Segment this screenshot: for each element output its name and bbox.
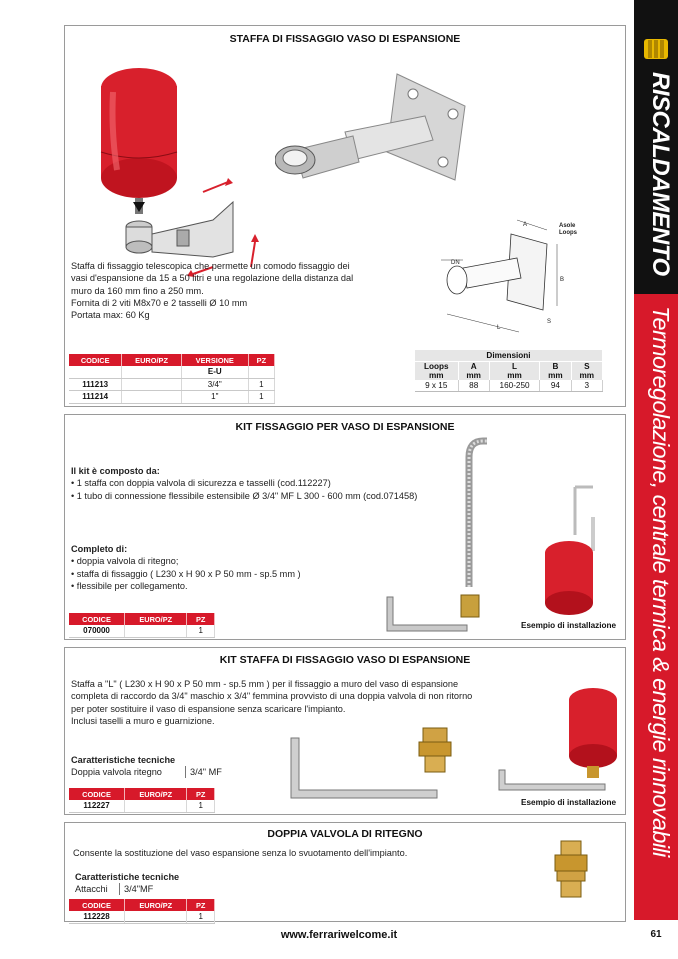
dimensions-table: Dimensioni Loops A L B S mm mm mm mm mm 9 x 15 88 160-250 94 3	[415, 350, 603, 392]
installation-example-illustration	[495, 684, 625, 794]
col-euro: EURO/PZ	[125, 899, 187, 911]
table-row: 070000 1	[69, 625, 215, 637]
col-codice: CODICE	[69, 354, 122, 366]
brass-valve-illustration	[553, 839, 589, 901]
expansion-vessel-illustration	[83, 52, 273, 282]
col-codice: CODICE	[69, 613, 125, 625]
installation-caption: Esempio di installazione	[521, 621, 617, 630]
bracket-photo	[275, 70, 475, 220]
col-euro: EURO/PZ	[125, 613, 187, 625]
col-codice: CODICE	[69, 788, 125, 800]
section-title: KIT FISSAGGIO PER VASO DI ESPANSIONE	[235, 421, 455, 433]
drawing-label-dn: DN	[451, 260, 460, 266]
sidebar-subtitle: Termoregolazione, centrale termica & energie rinnovabili	[648, 306, 674, 857]
drawing-label-b: B	[560, 277, 565, 283]
price-table	[69, 354, 275, 404]
table-row: 111213 3/4" 1	[69, 378, 275, 391]
sidebar-category-band	[634, 0, 678, 294]
col-pz: PZ	[248, 354, 274, 366]
installation-caption: Esempio di installazione	[521, 798, 617, 807]
product-description: Consente la sostituzione del vaso espansione senza lo svuotamento dell'impianto.	[73, 848, 408, 858]
specs-heading: Caratteristiche tecniche	[71, 755, 176, 765]
kit-product-illustration	[383, 427, 493, 632]
section-title: STAFFA DI FISSAGGIO VASO DI ESPANSIONE	[229, 33, 461, 45]
table-row: 111214 1" 1	[69, 391, 275, 404]
product-description: Staffa di fissaggio telescopica che permette un comodo fissaggio dei vasi d'espansione da 15 a 50 litri e una regolazione della distanza dal muro da 160 mm fino a 250 mm. Fornita di 2 viti M8x70 e 2 tasselli Ø 10 mm Portata max: 60 Kg	[71, 261, 354, 321]
price-table	[69, 788, 215, 813]
section-title: KIT STAFFA DI FISSAGGIO VASO DI ESPANSIONE	[219, 654, 471, 666]
table-row: 112228 1	[69, 911, 215, 923]
product-description: Staffa a "L" ( L230 x H 90 x P 50 mm - sp.5 mm ) per il fissaggio a muro del vaso di espansione completa di raccordo da 3/4" maschio x 3/4" femmina provvisto di una doppia valvola di non ritorno per poter sostituire il vaso di espansione senza scaricare l'impianto. Inclusi taselli a muro e guarnizione.	[71, 679, 473, 726]
section-title: DOPPIA VALVOLA DI RITEGNO	[267, 828, 423, 840]
radiator-icon	[641, 34, 671, 64]
drawing-label-l: L	[497, 325, 501, 331]
table-row: 112227 1	[69, 800, 215, 812]
price-table	[69, 613, 215, 638]
col-codice: CODICE	[69, 899, 125, 911]
section-doppia-valvola	[64, 822, 626, 922]
spec-value: 3/4" MF	[185, 766, 222, 778]
spec-label: Attacchi	[75, 884, 108, 894]
complete-with: Completo di: • doppia valvola di ritegno; • staffa di fissaggio ( L230 x H 90 x P 50 mm - sp.5 mm ) • flessibile per collegamento.	[71, 544, 301, 591]
spec-value: 3/4"MF	[119, 883, 153, 895]
section-kit-fissaggio	[64, 414, 626, 640]
col-pz: PZ	[187, 613, 215, 625]
table-row: 9 x 15 88 160-250 94 3	[415, 380, 603, 392]
sidebar-subtitle-band	[634, 294, 678, 920]
dimensions-title: Dimensioni	[415, 350, 603, 362]
col-pz: PZ	[187, 899, 215, 911]
drawing-label-a: A	[523, 222, 528, 228]
brass-valve-illustration	[417, 724, 453, 776]
drawing-label-asole: Asole	[559, 223, 576, 229]
col-pz: PZ	[187, 788, 215, 800]
footer-website[interactable]: www.ferrariwelcome.it	[280, 929, 398, 941]
price-table	[69, 899, 215, 924]
drawing-label-s: S	[547, 319, 552, 325]
sidebar-category-title: RISCALDAMENTO	[647, 72, 674, 276]
drawing-label-loops: Loops	[559, 230, 577, 236]
col-euro: EURO/PZ	[125, 788, 187, 800]
spec-label: Doppia valvola ritegno	[71, 767, 162, 777]
col-euro: EURO/PZ	[122, 354, 181, 366]
page-number: 61	[650, 929, 662, 940]
section-staffa-fissaggio	[64, 25, 626, 407]
table-group-row: E-U	[69, 366, 275, 378]
section-kit-staffa	[64, 647, 626, 815]
kit-contents: Il kit è composto da: • 1 staffa con doppia valvola di sicurezza e tasselli (cod.112227) • 1 tubo di connessione flessibile estensibile Ø 3/4" MF L 300 - 600 mm (cod.071458)	[71, 466, 418, 501]
installation-example-illustration	[541, 481, 621, 621]
specs-heading: Caratteristiche tecniche	[75, 872, 180, 882]
col-versione: VERSIONE	[181, 354, 248, 366]
